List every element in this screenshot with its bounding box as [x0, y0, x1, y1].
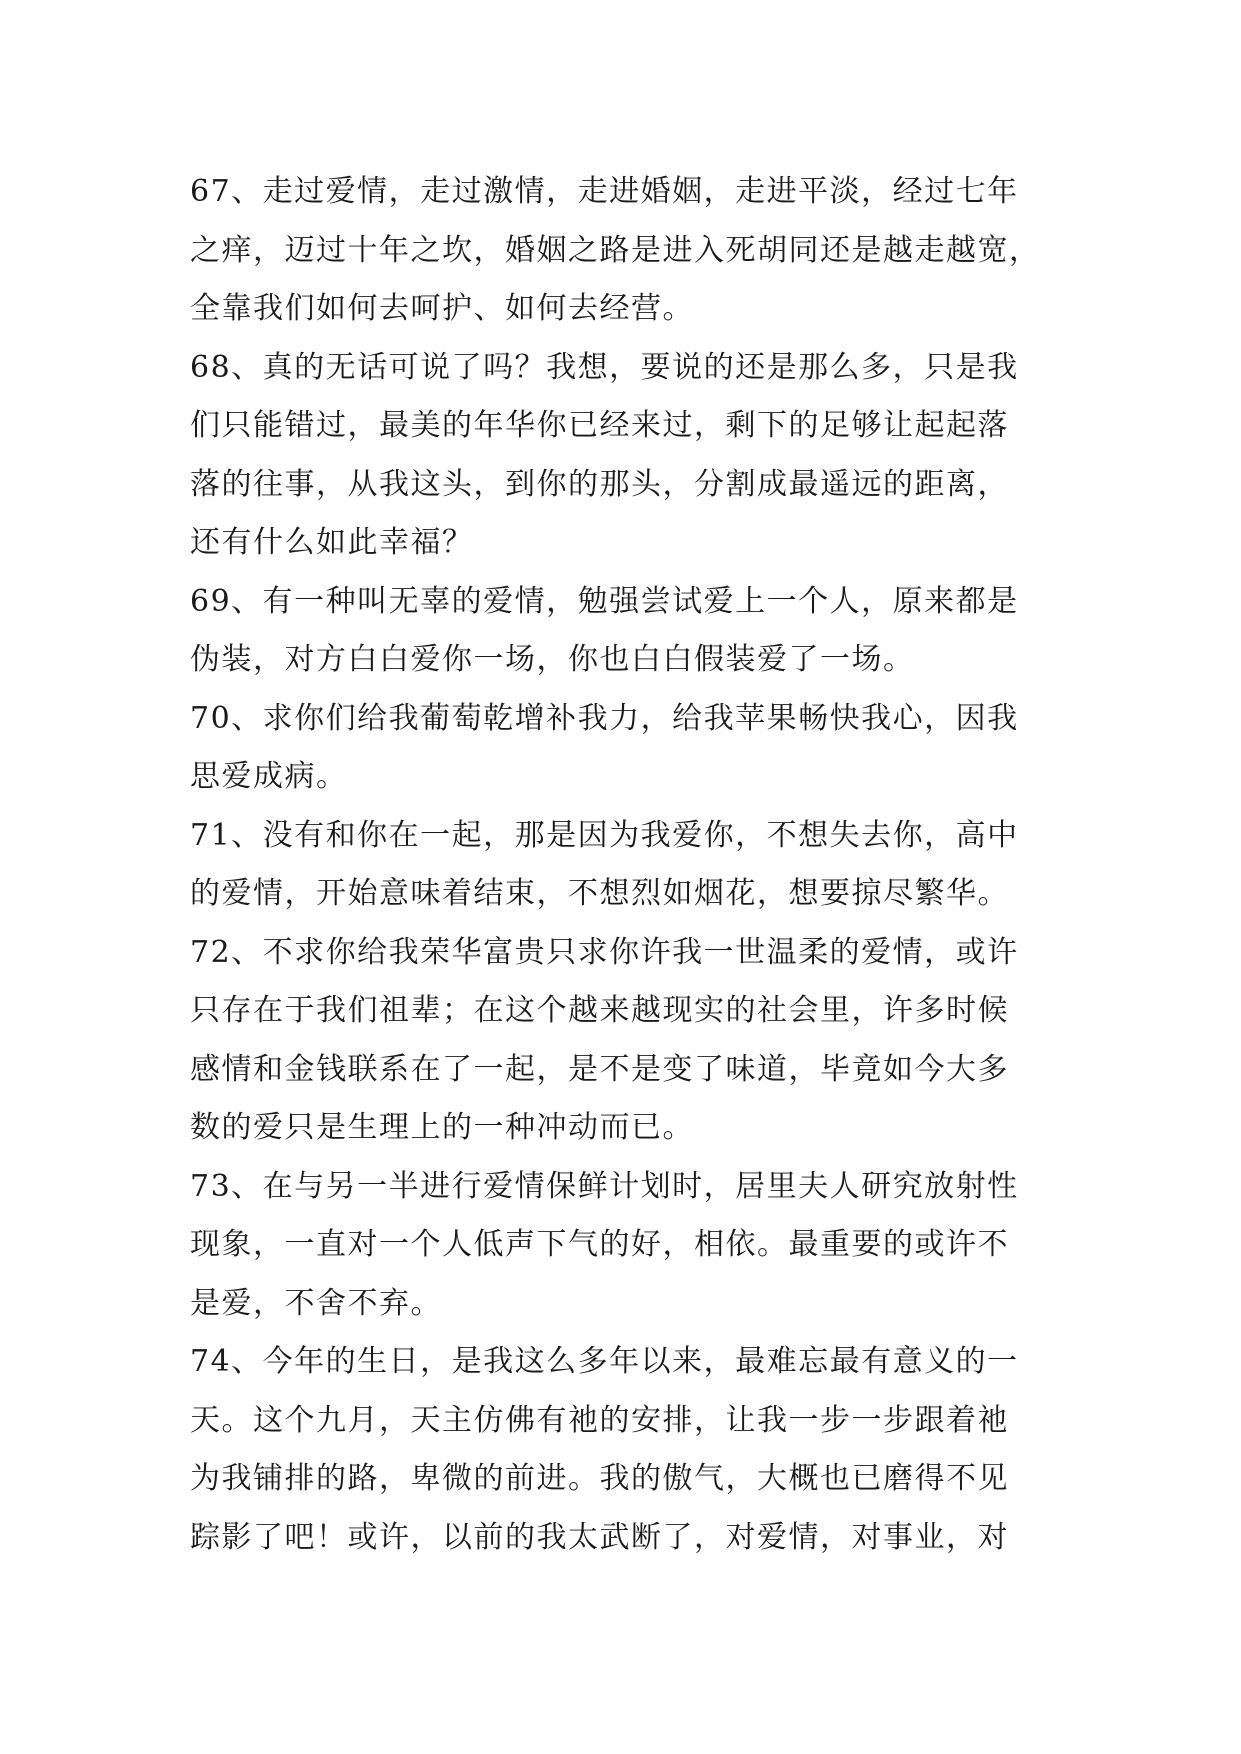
text-line: 73、在与另一半进行爱情保鲜计划时，居里夫人研究放射性 — [190, 1168, 1019, 1204]
text-line: 感情和金钱联系在了一起，是不是变了味道，毕竟如今大多 — [190, 1051, 1009, 1087]
text-line: 70、求你们给我葡萄乾增补我力，给我苹果畅快我心，因我 — [190, 700, 1019, 736]
text-line: 72、不求你给我荣华富贵只求你许我一世温柔的爱情，或许 — [190, 934, 1019, 970]
text-line: 71、没有和你在一起，那是因为我爱你，不想失去你，高中 — [190, 817, 1019, 853]
text-line: 全靠我们如何去呵护、如何去经营。 — [190, 291, 694, 326]
text-line: 只存在于我们祖辈；在这个越来越现实的社会里，许多时候 — [190, 993, 1009, 1028]
text-line: 现象，一直对一个人低声下气的好，相依。最重要的或许不 — [190, 1227, 1009, 1262]
text-line: 是爱，不舍不弃。 — [190, 1285, 442, 1321]
text-line: 68、真的无话可说了吗？我想，要说的还是那么多，只是我 — [190, 349, 1019, 385]
text-line: 思爱成病。 — [190, 759, 348, 794]
document-body — [190, 163, 1070, 1567]
text-line: 踪影了吧！或许，以前的我太武断了，对爱情，对事业，对 — [190, 1519, 1009, 1555]
text-line: 之痒，迈过十年之坎，婚姻之路是进入死胡同还是越走越宽， — [190, 232, 1041, 268]
text-line: 为我铺排的路，卑微的前进。我的傲气，大概也已磨得不见 — [190, 1461, 1009, 1496]
text-line: 67、走过爱情，走过激情，走进婚姻，走进平淡，经过七年 — [190, 174, 1019, 209]
text-line: 还有什么如此幸福？ — [190, 525, 474, 560]
text-line: 69、有一种叫无辜的爱情，勉强尝试爱上一个人，原来都是 — [190, 583, 1019, 619]
text-line: 74、今年的生日，是我这么多年以来，最难忘最有意义的一 — [190, 1344, 1019, 1379]
text-line: 天。这个九月，天主仿佛有祂的安排，让我一步一步跟着祂 — [190, 1402, 1009, 1438]
text-line: 伪装，对方白白爱你一场，你也白白假装爱了一场。 — [190, 642, 915, 677]
text-line: 们只能错过，最美的年华你已经来过，剩下的足够让起起落 — [190, 408, 1009, 443]
text-line: 落的往事，从我这头，到你的那头，分割成最遥远的距离， — [190, 466, 1009, 502]
text-line: 的爱情，开始意味着结束，不想烈如烟花，想要掠尽繁华。 — [190, 876, 1009, 911]
text-line: 数的爱只是生理上的一种冲动而已。 — [190, 1110, 694, 1145]
